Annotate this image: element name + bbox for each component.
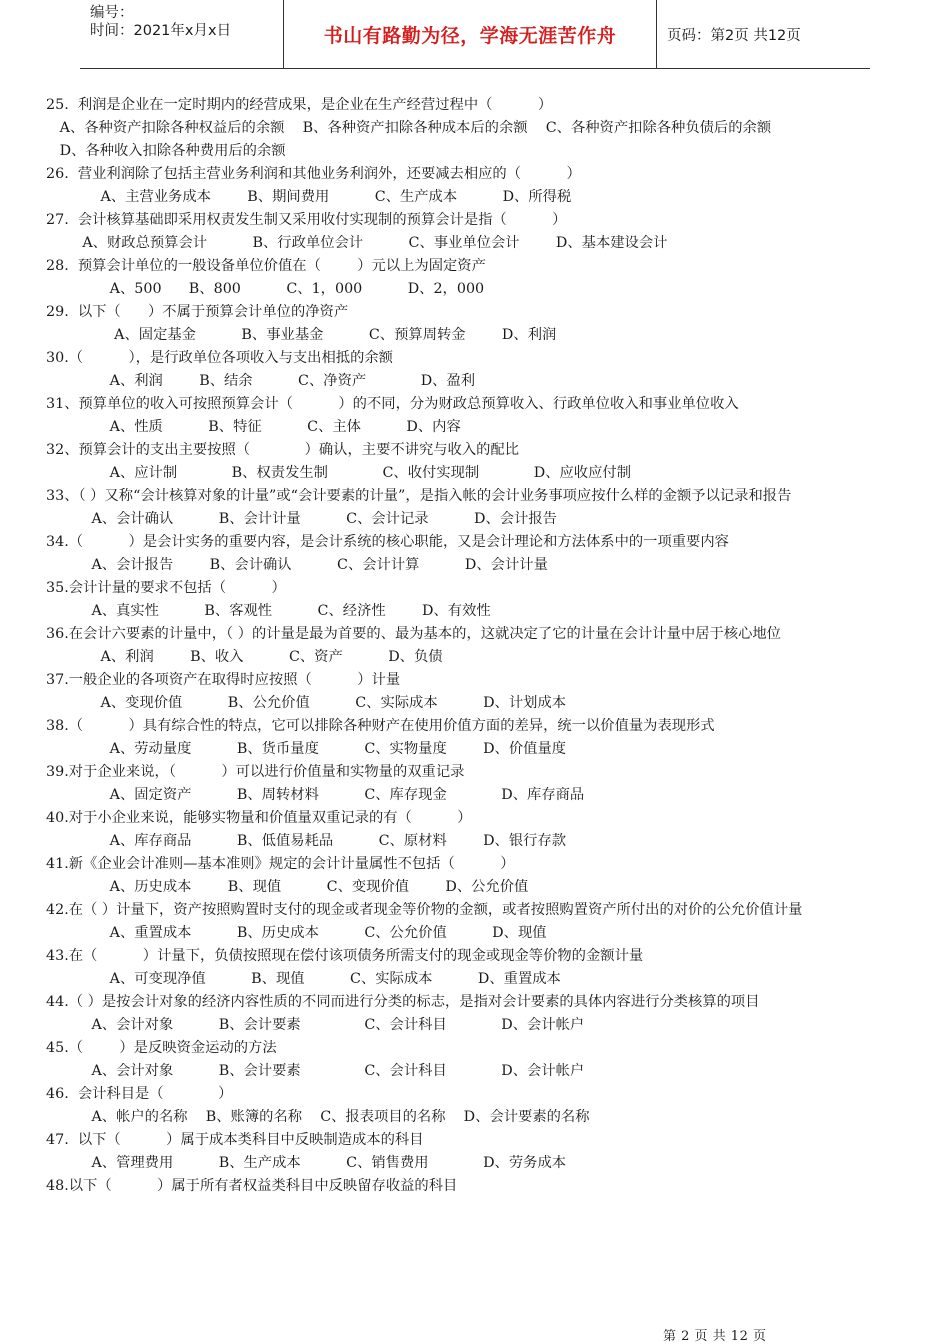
question-stem: 36.在会计六要素的计量中，（ ）的计量是最为首要的、最为基本的，这就决定了它的计量在会计计量中居于核心地位: [46, 626, 781, 642]
question-item: [46, 531, 906, 577]
question-stem: 30.（ ），是行政单位各项收入与支出相抵的余额: [46, 350, 393, 366]
question-item: [46, 853, 906, 899]
question-item: [46, 1037, 906, 1083]
question-options: A、帐户的名称 B、账簿的名称 C、报表项目的名称 D、会计要素的名称: [46, 1109, 590, 1125]
question-options: A、财政总预算会计 B、行政单位会计 C、事业单位会计 D、基本建设会计: [46, 235, 668, 251]
question-stem: 26. 营业利润除了包括主营业务利润和其他业务利润外，还要减去相应的（ ）: [46, 166, 581, 182]
question-options: A、固定资产 B、周转材料 C、库存现金 D、库存商品: [46, 787, 585, 803]
question-stem: 40.对于小企业来说，能够实物量和价值量双重记录的有（ ）: [46, 810, 472, 826]
question-item: [46, 439, 906, 485]
question-options: A、利润 B、收入 C、资产 D、负债: [46, 649, 443, 665]
question-stem: 34.（ ）是会计实务的重要内容，是会计系统的核心职能，又是会计理论和方法体系中的一项重要内容: [46, 534, 729, 550]
question-item: [46, 209, 906, 255]
page-header: [80, 0, 870, 69]
question-options: A、性质 B、特征 C、主体 D、内容: [46, 419, 461, 435]
question-item: [46, 669, 906, 715]
question-item: [46, 577, 906, 623]
question-stem: 37.一般企业的各项资产在取得时应按照（ ）计量: [46, 672, 401, 688]
question-options: A、500 B、800 C、1，000 D、2，000: [46, 281, 485, 297]
question-options: A、劳动量度 B、货币量度 C、实物量度 D、价值量度: [46, 741, 567, 757]
question-stem: 27. 会计核算基础即采用权责发生制又采用收付实现制的预算会计是指（ ）: [46, 212, 567, 228]
question-stem: 45.（ ）是反映资金运动的方法: [46, 1040, 277, 1056]
question-stem: 25. 利润是企业在一定时期内的经营成果，是企业在生产经营过程中（ ）: [46, 97, 553, 113]
question-stem: 33、（ ）又称“会计核算对象的计量”或“会计要素的计量”，是指入帐的会计业务事项应按什么样的金额予以记录和报告: [46, 488, 792, 504]
question-item: [46, 301, 906, 347]
question-options: A、利润 B、结余 C、净资产 D、盈利: [46, 373, 476, 389]
question-options: A、会计确认 B、会计计量 C、会计记录 D、会计报告: [46, 511, 557, 527]
question-options: A、各种资产扣除各种权益后的余额 B、各种资产扣除各种成本后的余额 C、各种资产扣除各种负债后的余额: [46, 120, 772, 136]
question-item: [46, 347, 906, 393]
question-item: [46, 94, 906, 163]
question-stem: 35.会计计量的要求不包括（ ）: [46, 580, 286, 596]
question-options: D、各种收入扣除各种费用后的余额: [46, 143, 286, 159]
question-item: [46, 899, 906, 945]
question-stem: 44.（ ）是按会计对象的经济内容性质的不同而进行分类的标志，是指对会计要素的具体内容进行分类核算的项目: [46, 994, 760, 1010]
motto: 书山有路勤为径，学海无涯苦作舟: [284, 0, 657, 68]
question-stem: 41.新《企业会计准则—基本准则》规定的会计计量属性不包括（ ）: [46, 856, 515, 872]
question-stem: 31、预算单位的收入可按照预算会计（ ）的不同，分为财政总预算收入、行政单位收入和事业单位收入: [46, 396, 739, 412]
question-options: A、可变现净值 B、现值 C、实际成本 D、重置成本: [46, 971, 561, 987]
question-stem: 32、预算会计的支出主要按照（ ）确认，主要不讲究与收入的配比: [46, 442, 520, 458]
question-item: [46, 1083, 906, 1129]
question-item: [46, 1129, 906, 1175]
question-options: A、重置成本 B、历史成本 C、公允价值 D、现值: [46, 925, 547, 941]
footer-page-number: 第 2 页 共 12 页: [663, 1329, 767, 1344]
question-options: A、变现价值 B、公允价值 C、实际成本 D、计划成本: [46, 695, 567, 711]
question-item: [46, 623, 906, 669]
question-options: A、主营业务成本 B、期间费用 C、生产成本 D、所得税: [46, 189, 572, 205]
question-options: A、固定基金 B、事业基金 C、预算周转金 D、利润: [46, 327, 557, 343]
question-stem: 28. 预算会计单位的一般设备单位价值在（ ）元以上为固定资产: [46, 258, 486, 274]
question-stem: 43.在（ ）计量下，负债按照现在偿付该项债务所需支付的现金或现金等价物的金额计量: [46, 948, 644, 964]
question-options: A、应计制 B、权责发生制 C、收付实现制 D、应收应付制: [46, 465, 631, 481]
question-options: A、真实性 B、客观性 C、经济性 D、有效性: [46, 603, 491, 619]
date-label: 时间：2021年x月x日: [90, 23, 232, 39]
question-stem: 39.对于企业来说，（ ）可以进行价值量和实物量的双重记录: [46, 764, 465, 780]
question-options: A、管理费用 B、生产成本 C、销售费用 D、劳务成本: [46, 1155, 567, 1171]
question-item: [46, 945, 906, 991]
question-item: [46, 393, 906, 439]
question-options: A、历史成本 B、现值 C、变现价值 D、公允价值: [46, 879, 529, 895]
question-item: [46, 807, 906, 853]
number-label: 编号：: [90, 5, 134, 21]
question-stem: 42.在（ ）计量下，资产按照购置时支付的现金或者现金等价物的金额，或者按照购置资产所付出的对价的公允价值计量: [46, 902, 803, 918]
question-item: [46, 1175, 906, 1198]
question-options: A、会计对象 B、会计要素 C、会计科目 D、会计帐户: [46, 1017, 585, 1033]
question-options: A、会计报告 B、会计确认 C、会计计算 D、会计计量: [46, 557, 548, 573]
question-item: [46, 991, 906, 1037]
question-stem: 47. 以下（ ）属于成本类科目中反映制造成本的科目: [46, 1132, 424, 1148]
question-item: [46, 255, 906, 301]
question-stem: 38.（ ）具有综合性的特点，它可以排除各种财产在使用价值方面的差异，统一以价值量为表现形式: [46, 718, 715, 734]
question-item: [46, 761, 906, 807]
header-left-cell: [80, 0, 284, 68]
page-label: 页码：第2页 共12页: [667, 27, 801, 44]
question-options: A、会计对象 B、会计要素 C、会计科目 D、会计帐户: [46, 1063, 585, 1079]
question-stem: 29. 以下（ ）不属于预算会计单位的净资产: [46, 304, 349, 320]
question-list: [46, 94, 906, 1198]
question-options: A、库存商品 B、低值易耗品 C、原材料 D、银行存款: [46, 833, 567, 849]
question-item: [46, 715, 906, 761]
question-item: [46, 163, 906, 209]
question-stem: 46. 会计科目是（ ）: [46, 1086, 233, 1102]
question-stem: 48.以下（ ）属于所有者权益类科目中反映留存收益的科目: [46, 1178, 458, 1194]
question-item: [46, 485, 906, 531]
